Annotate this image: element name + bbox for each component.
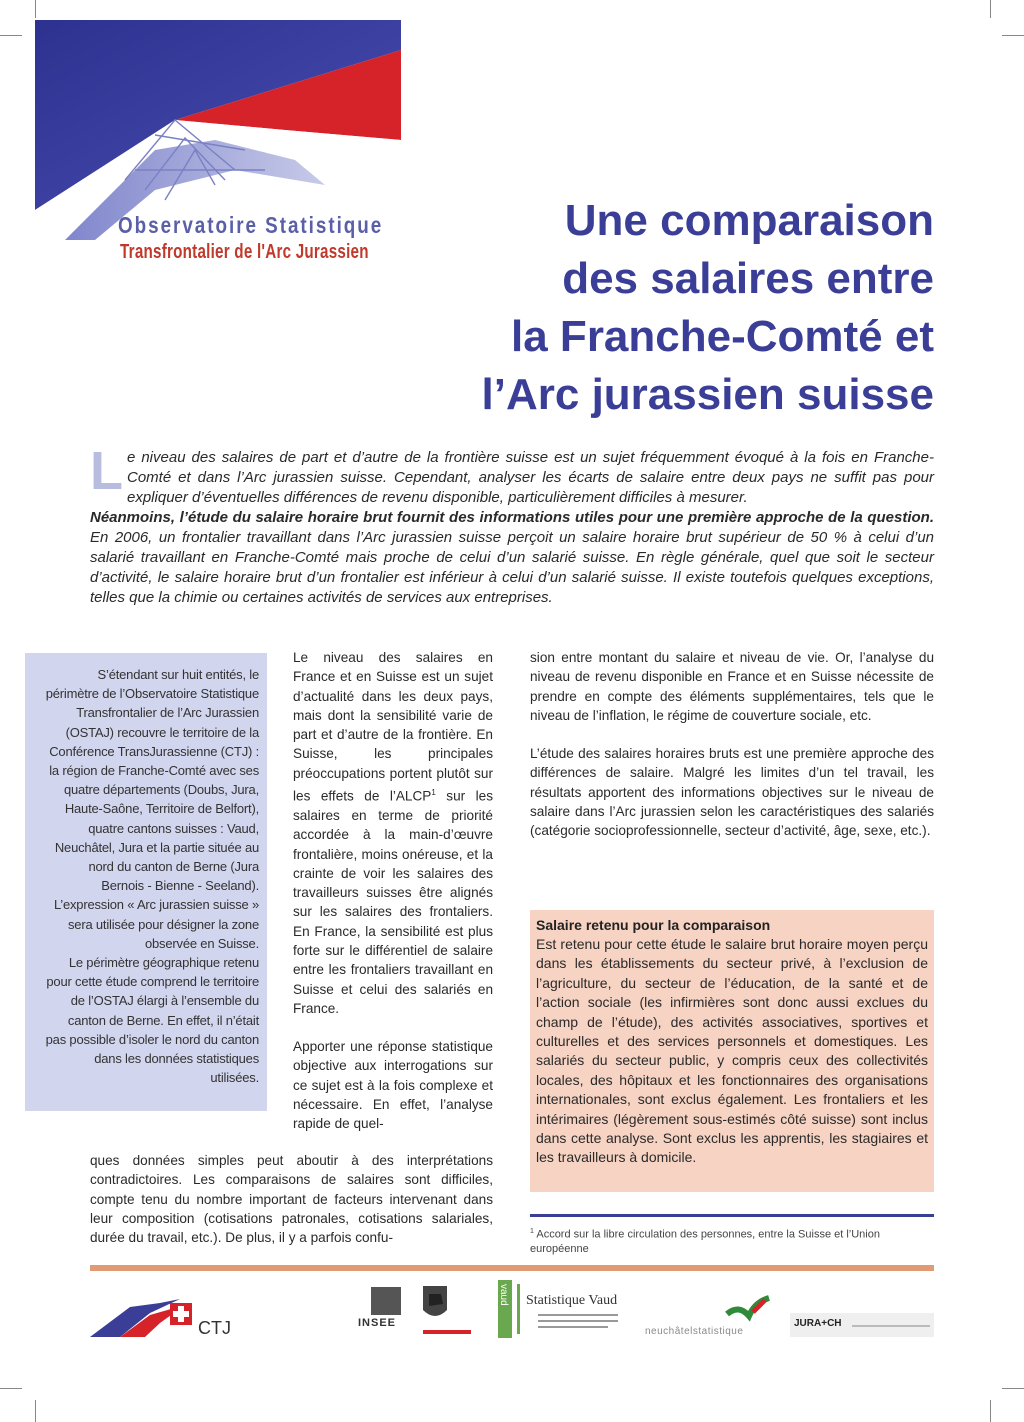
ctj-logo-icon bbox=[90, 1293, 200, 1339]
dropcap: L bbox=[90, 441, 123, 501]
body-column-2 bbox=[293, 648, 493, 1153]
crop-mark bbox=[990, 1400, 991, 1422]
title-line: l’Arc jurassien suisse bbox=[481, 370, 934, 419]
vaud-logo-text: vaud bbox=[498, 1284, 509, 1306]
header-logo-graphic bbox=[35, 20, 401, 240]
stat-vaud-subtitle-line bbox=[538, 1326, 608, 1328]
title-line: la Franche-Comté et bbox=[511, 312, 934, 361]
intro-text: e niveau des salaires de part et d’autre de la frontière suisse est un sujet fréquemment évoqué à la fois en Franche-Comté et dans l’Arc jurassien suisse. Cependant, analyser les écarts de salaire entre deux pays ne suffit pas pour expliquer d’éventuelles différences de revenu disponible, particulièrement difficiles à mesurer. bbox=[127, 449, 934, 506]
footnote bbox=[530, 1225, 934, 1256]
stat-vaud-subtitle-line bbox=[538, 1320, 618, 1322]
insee-logo-icon bbox=[371, 1287, 401, 1315]
jura-logo-text: JURA+CH bbox=[794, 1318, 842, 1329]
sidebar-paragraph: Le périmètre géographique retenu pour cette étude comprend le territoire de l’OSTAJ élargi à l’ensemble du canton de Berne. En effet, il n’était pas possible d’isoler le nord du canton dans les données statistiques utilisées. bbox=[45, 955, 259, 1086]
org-name-line1: Observatoire Statistique bbox=[118, 212, 384, 238]
body-text: Le niveau des salaires en France et en Suisse est un sujet d’actualité dans les deux pays, mais dont la sensibilité varie de part et d’autre de la frontière. En Suisse, les principales préoccupations portent plutôt sur les effets de l’ALCP bbox=[293, 650, 493, 804]
title-line: Une comparaison bbox=[564, 196, 934, 245]
info-box-text: Est retenu pour cette étude le salaire brut horaire moyen perçu dans les établissements du secteur privé, à l’exclusion de l’agriculture, du secteur de l’éducation, de la santé et de l’action sociale (les infirmières sont donc aussi exclues du champ de l’étude), des activités associatives, sportives et culturelles et des services personnels et domestiques. Les salariés du secteur public, y compris ceux des collectivités locales, des hôpitaux et les fonctionnaires des organisations internationales, sont exclus également. Les frontaliers et les intérimaires (légèrement sous-estimés côté suisse) sont inclus dans cette analyse. Sont exclus les apprentis, les stagiaires et les travailleurs à domicile. bbox=[536, 936, 928, 1166]
bern-coat-of-arms-icon bbox=[421, 1284, 471, 1336]
body-paragraph bbox=[293, 648, 493, 1018]
stat-vaud-logo-text: Statistique Vaud bbox=[526, 1293, 618, 1308]
sidebar-box bbox=[25, 653, 267, 1111]
jura-subtitle-line bbox=[852, 1325, 930, 1327]
crop-mark bbox=[990, 0, 991, 18]
info-box bbox=[530, 910, 934, 1192]
info-box-heading: Salaire retenu pour la comparaison bbox=[536, 917, 771, 933]
insee-logo-text: INSEE bbox=[358, 1317, 397, 1329]
org-name-line2: Transfrontalier de l'Arc Jurassien bbox=[120, 241, 369, 263]
vaud-divider bbox=[517, 1284, 520, 1334]
body-paragraph: sion entre montant du salaire et niveau de vie. Or, l’analyse du niveau de revenu disponible en France et en Suisse nécessite de prendre en compte des éléments supplémentaires, tels que le niveau de l’inflation, le régime de couverture sociale, etc. bbox=[530, 650, 934, 723]
body-text: sur les salaires en terme de priorité accordée à la main-d’œuvre frontalière, moins onéreuse, et la crainte de voir les salaires des travailleurs suisses être alignés sur les salaires des frontaliers. En France, la sensibilité est plus forte sur le différentiel de salaire entre les frontaliers travaillant en Suisse et celui des salariés en France. bbox=[293, 788, 493, 1016]
intro-paragraph bbox=[90, 441, 934, 608]
body-paragraph-continued: ques données simples peut aboutir à des interprétations contradictoires. Les comparaisons de salaires sont difficiles, compte tenu du nombre important de facteurs intervenant dans leur composition (cotisations patronales, cotisations salariales, durée du travail, etc.). De plus, il y a parfois confu- bbox=[90, 1153, 493, 1246]
crop-mark bbox=[35, 0, 36, 18]
sidebar-paragraph: L’expression « Arc jurassien suisse » sera utilisée pour désigner la zone observée en Suisse. bbox=[53, 897, 259, 951]
footer-divider bbox=[90, 1265, 934, 1271]
crop-mark bbox=[0, 35, 22, 36]
ctj-logo-text: CTJ bbox=[198, 1318, 231, 1338]
crop-mark bbox=[0, 1388, 22, 1389]
footnote-ref[interactable]: 1 bbox=[431, 788, 436, 798]
footnote-text: Accord sur la libre circulation des personnes, entre la Suisse et l’Union européenne bbox=[530, 1228, 880, 1255]
intro-bold-text: Néanmoins, l’étude du salaire horaire brut fournit des informations utiles pour une première approche de la question. bbox=[90, 509, 934, 526]
body-paragraph: Apporter une réponse statistique objective aux interrogations sur ce sujet est à la fois complexe et nécessaire. En effet, l’analyse rapide de quel- bbox=[293, 1039, 493, 1132]
neuchatel-logo-icon bbox=[725, 1294, 773, 1324]
crop-mark bbox=[1002, 35, 1024, 36]
footnote-number: 1 bbox=[530, 1228, 534, 1235]
title-line: des salaires entre bbox=[562, 254, 934, 303]
crop-mark bbox=[35, 1400, 36, 1422]
page-title bbox=[482, 192, 934, 424]
body-paragraph: L’étude des salaires horaires bruts est une première approche des différences de salaire. Malgré les limites d’un tel travail, les résultats apportent des informations objectives sur le niveau de salaire dans l’Arc jurassien selon les caractéristiques des salariés (catégorie socioprofessionnelle, secteur d’activité, âge, sexe, etc.). bbox=[530, 746, 934, 839]
intro-text: En 2006, un frontalier travaillant dans l’Arc jurassien suisse perçoit un salaire horaire brut supérieur de 50 % à celui d’un salarié travaillant en Franche-Comté mais proche de celui d’un salarié suisse. En règle générale, quel que soit le secteur d’activité, le salaire horaire brut d’un frontalier est inférieur à celui d’un salarié suisse. Il existe toutefois quelques exceptions, telles que la chimie ou certaines activités de services aux entreprises. bbox=[90, 529, 934, 606]
neuchatel-logo-text: neuchâtelstatistique bbox=[645, 1326, 744, 1337]
crop-mark bbox=[1002, 1388, 1024, 1389]
stat-vaud-subtitle-line bbox=[538, 1314, 618, 1316]
body-column-3 bbox=[530, 648, 934, 860]
sidebar-paragraph: S’étendant sur huit entités, le périmètre de l’Observatoire Statistique Transfrontalier de l’Arc Jurassien (OSTAJ) recouvre le territoire de la Conférence TransJurassienne (CTJ) : la région de Franche-Comté avec ses quatre départements (Doubs, Jura, Haute-Saône, Territoire de Belfort), quatre cantons suisses : Vaud, Neuchâtel, Jura et la partie située au nord du canton de Berne (Jura Bernois - Bienne - Seeland). bbox=[45, 667, 259, 894]
footnote-divider bbox=[530, 1214, 934, 1217]
